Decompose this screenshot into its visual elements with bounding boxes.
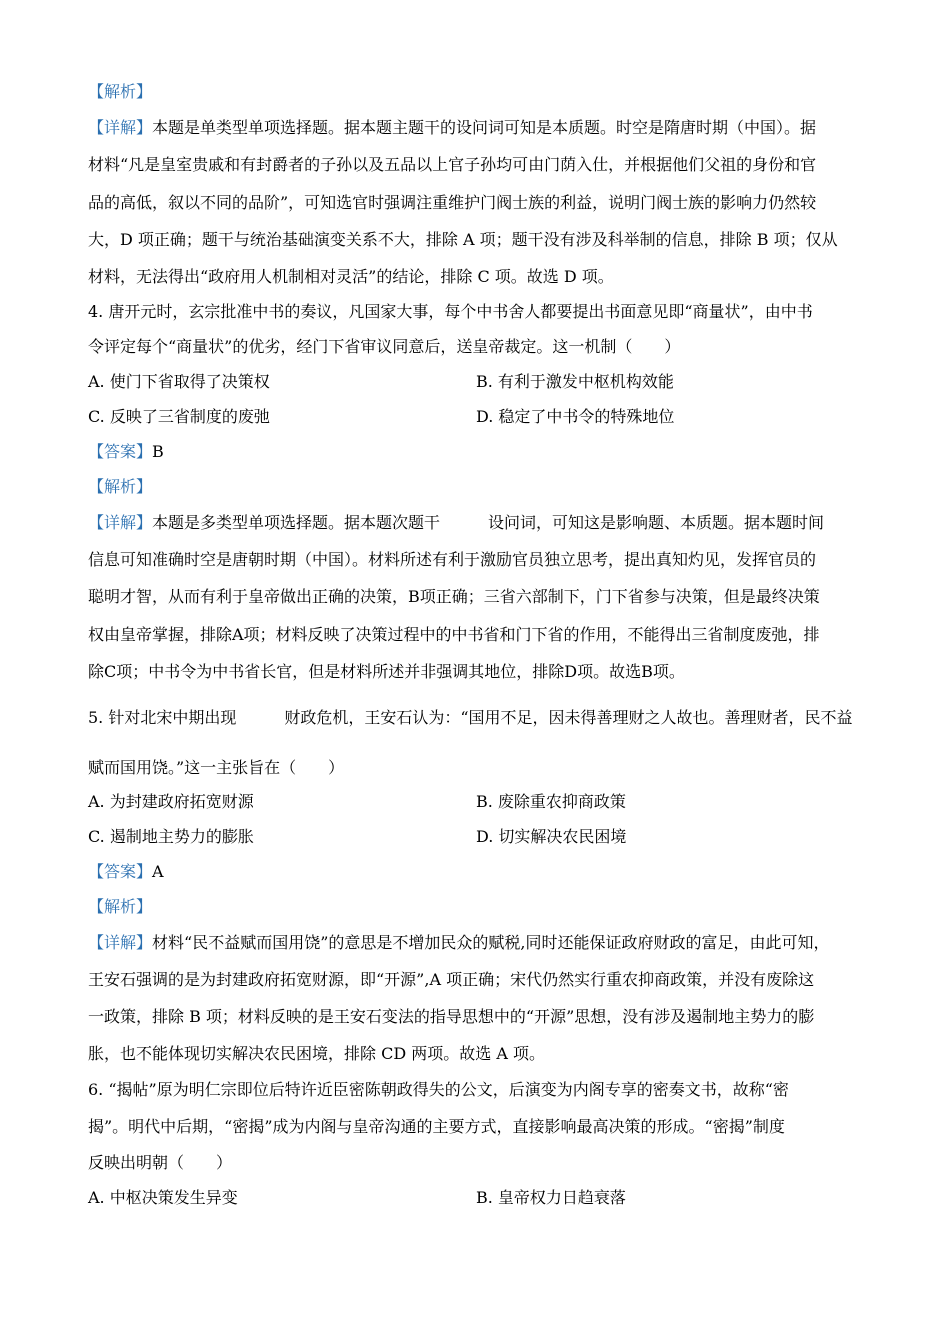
q5-option-b: B. 废除重农抑商政策 [476,792,626,811]
q6-option-b: B. 皇帝权力日趋衰落 [476,1188,626,1207]
q3-detail-line: 大，D 项正确；题干与统治基础演变关系不大，排除 A 项；题干没有涉及科举制的信息，排除 B 项；仅从 [88,230,838,249]
q4-stem-line: 4. 唐开元时，玄宗批准中书的奏议，凡国家大事，每个中书舍人都要提出书面意见即“商量状”，由中书 [88,302,813,321]
answer-tag: 【答案】 [88,442,153,461]
q5-detail-line [88,932,829,954]
q6-stem-line: 反映出明朝（ ） [88,1153,233,1172]
q5-detail-line: 一政策，排除 B 项；材料反映的是王安石变法的指导思想中的“开源”思想，没有涉及遏制地主势力的膨 [88,1007,815,1026]
q3-detail-line: 材料，无法得出“政府用人机制相对灵活”的结论，排除 C 项。故选 D 项。 [88,267,614,286]
q5-answer: A [152,862,164,881]
q6-stem-line: 揭”。明代中后期，“密揭”成为内阁与皇帝沟通的主要方式，直接影响最高决策的形成。“密揭”制度 [88,1117,785,1136]
q5-option-d: D. 切实解决农民困境 [476,827,627,846]
q4-answer-line [88,441,164,463]
q4-option-d: D. 稳定了中书令的特殊地位 [476,407,675,426]
q4-option-b: B. 有利于激发中枢机构效能 [476,372,674,391]
q5-stem-line: 5. 针对北宋中期出现 财政危机，王安石认为：“国用不足，因未得善理财之人故也。善理财者，民不益 [88,708,853,727]
q5-stem-line: 赋而国用饶。”这一主张旨在（ ） [88,758,345,777]
q6-stem-line: 6. “揭帖”原为明仁宗即位后特许近臣密陈朝政得失的公文，后演变为内阁专享的密奏文书，故称“密 [88,1080,789,1099]
q6-option-a: A. 中枢决策发生异变 [88,1188,238,1207]
q4-option-c: C. 反映了三省制度的废弛 [88,407,270,426]
q4-answer: B [152,442,164,461]
q4-detail-line: 除C项；中书令为中书省长官，但是材料所述并非强调其地位，排除D项。故选B项。 [88,662,685,681]
detail-tag: 【详解】 [88,933,153,952]
q5-answer-line [88,861,164,883]
q3-detail-line [88,117,816,139]
q4-stem-line: 令评定每个“商量状”的优劣，经门下省审议同意后，送皇帝裁定。这一机制（ ） [88,337,681,356]
q3-detail-line: 品的高低，叙以不同的品阶”，可知选官时强调注重维护门阀士族的利益，说明门阀士族的影响力仍然较 [88,193,817,212]
q5-detail-text: 材料“民不益赋而国用饶”的意思是不增加民众的赋税,同时还能保证政府财政的富足，由此可知， [152,933,830,952]
analysis-tag: 【解析】 [88,897,153,916]
q5-detail-line: 胀，也不能体现切实解决农民困境，排除 CD 两项。故选 A 项。 [88,1044,545,1063]
q4-detail-text: 本题是多类型单项选择题。据本题次题干 设问词，可知这是影响题、本质题。据本题时间 [152,513,825,532]
detail-tag: 【详解】 [88,118,153,137]
q5-detail-line: 王安石强调的是为封建政府拓宽财源，即“开源”,A 项正确；宋代仍然实行重农抑商政策，并没有废除这 [88,970,815,989]
analysis-tag: 【解析】 [88,82,153,101]
q4-detail-line [88,512,824,534]
q5-option-a: A. 为封建政府拓宽财源 [88,792,254,811]
q4-detail-line: 聪明才智，从而有利于皇帝做出正确的决策，B项正确；三省六部制下，门下省参与决策，但是最终决策 [88,587,820,606]
detail-tag: 【详解】 [88,513,153,532]
q3-detail-line: 材料“凡是皇室贵戚和有封爵者的子孙以及五品以上官子孙均可由门荫入仕，并根据他们父祖的身份和官 [88,155,817,174]
q4-detail-line: 权由皇帝掌握，排除A项；材料反映了决策过程中的中书省和门下省的作用，不能得出三省制度废弛，排 [88,625,820,644]
q5-option-c: C. 遏制地主势力的膨胀 [88,827,254,846]
q3-detail-text: 本题是单类型单项选择题。据本题主题干的设问词可知是本质题。时空是隋唐时期（中国）。据 [152,118,817,137]
answer-tag: 【答案】 [88,862,153,881]
q4-detail-line: 信息可知准确时空是唐朝时期（中国）。材料所述有利于激励官员独立思考，提出真知灼见，发挥官员的 [88,550,817,569]
analysis-tag: 【解析】 [88,477,153,496]
q4-option-a: A. 使门下省取得了决策权 [88,372,270,391]
